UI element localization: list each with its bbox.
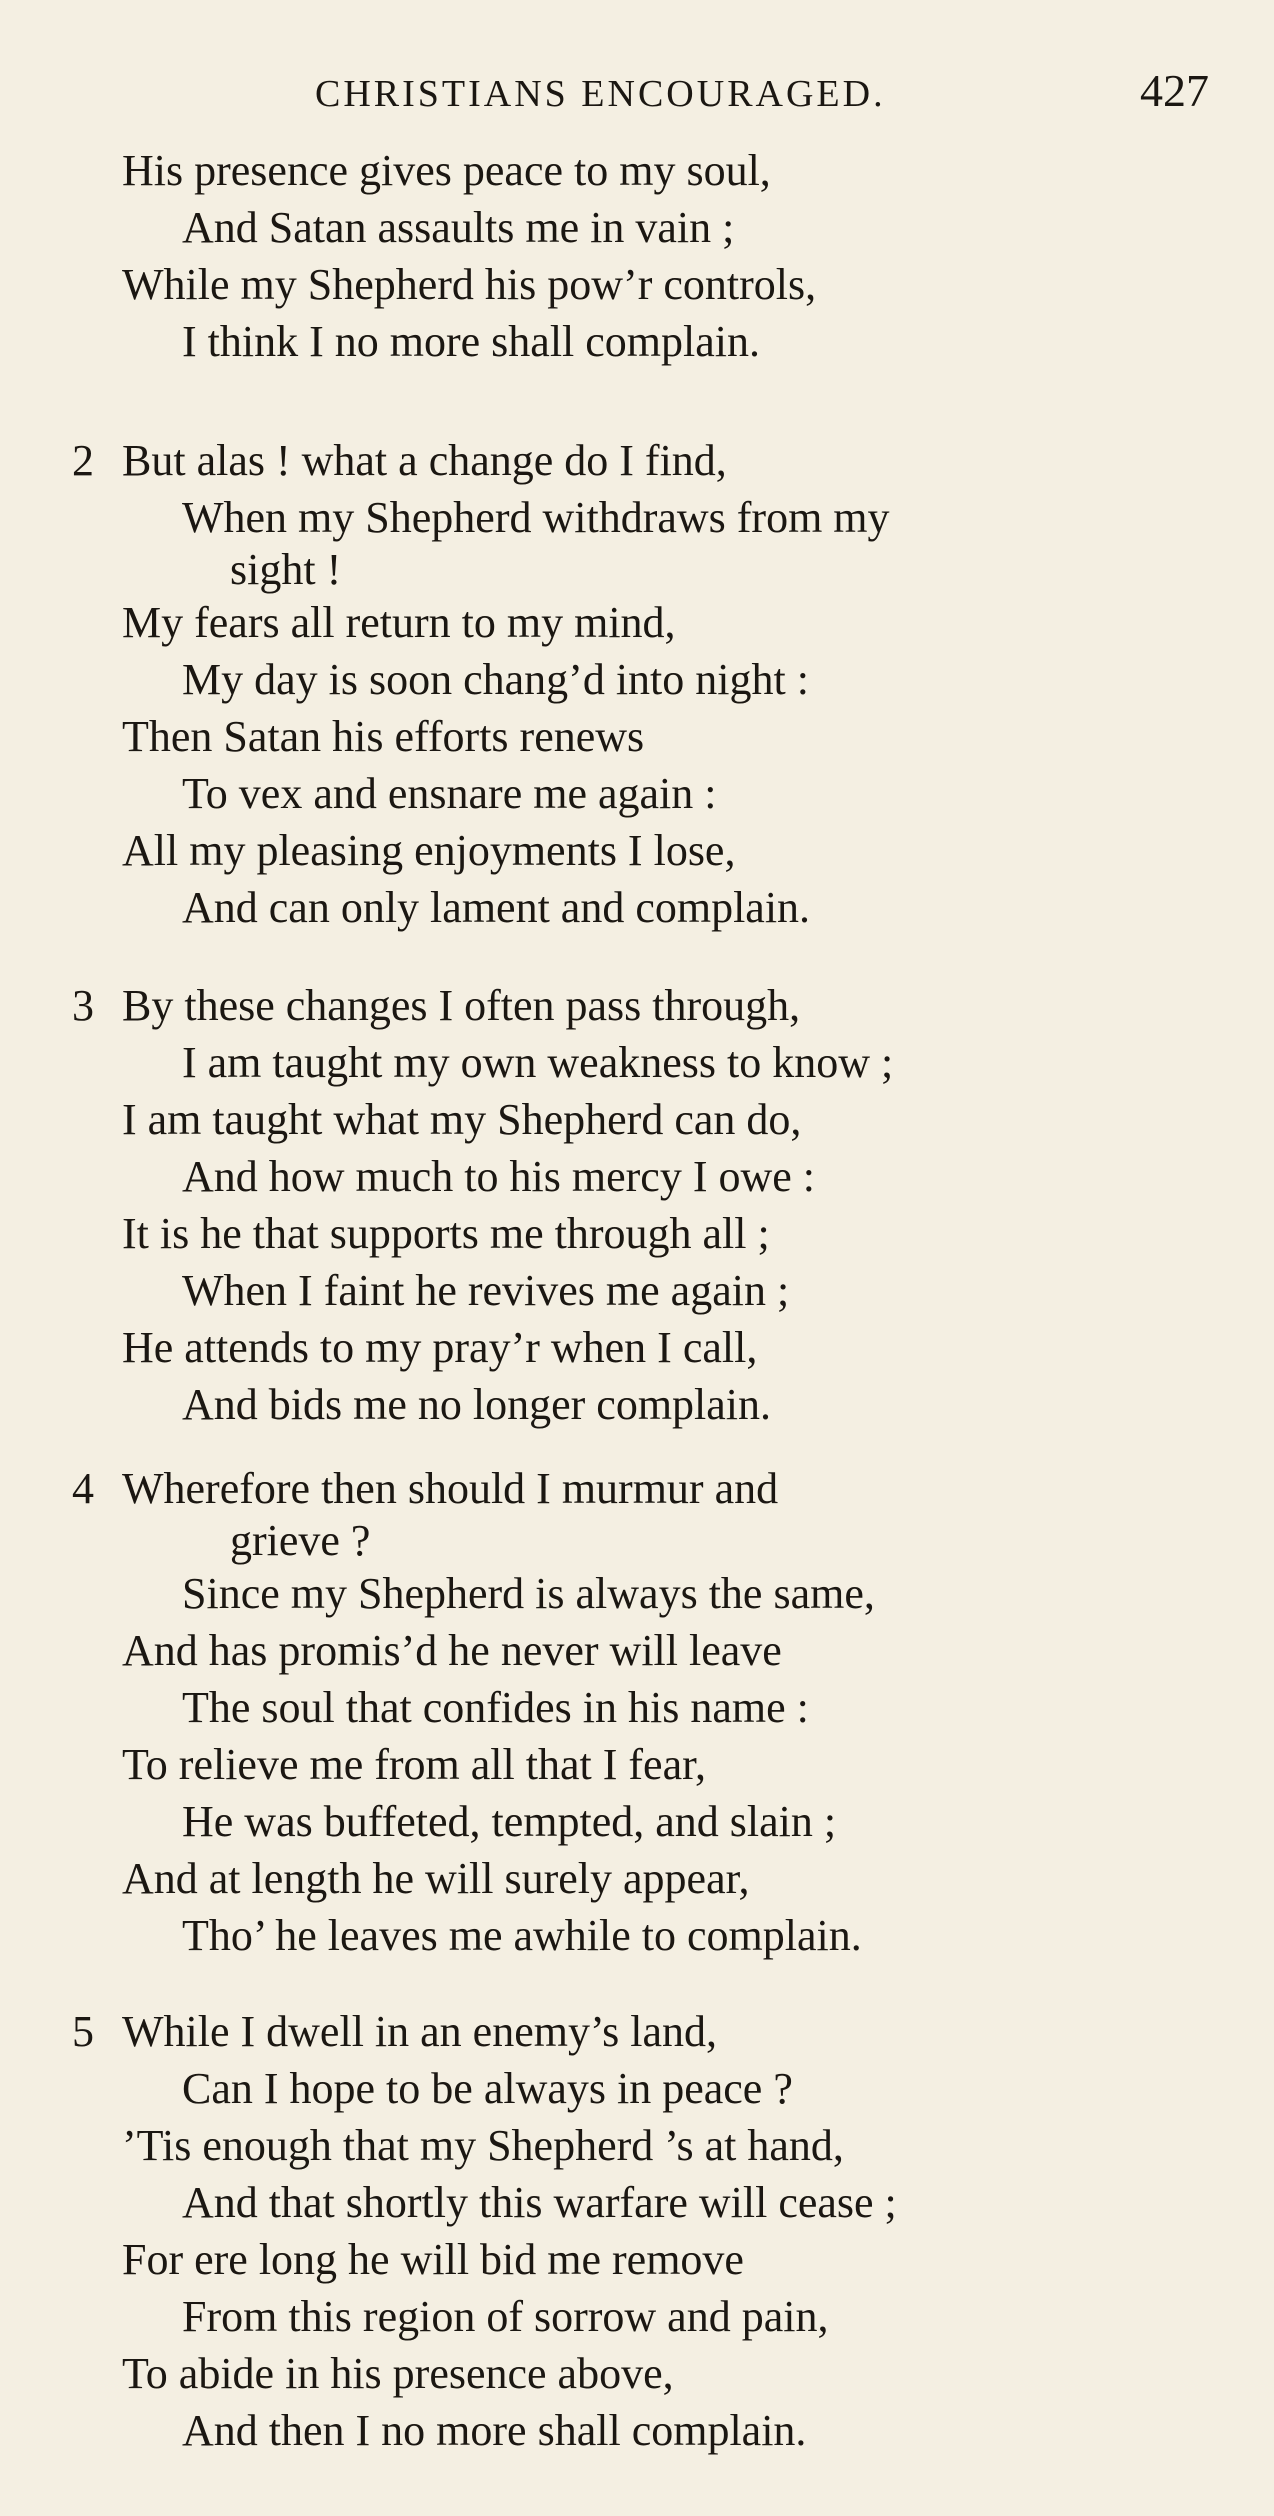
stanza-number: 4: [72, 1464, 94, 1513]
verse-line: Can I hope to be always in peace ?: [182, 2064, 793, 2113]
verse-line: His presence gives peace to my soul,: [122, 146, 771, 195]
verse-line: While I dwell in an enemy’s land,: [122, 2007, 718, 2056]
stanza-number: 2: [72, 436, 94, 485]
verse-line: I am taught what my Shepherd can do,: [122, 1095, 802, 1144]
stanza-5: [0, 2003, 1274, 2459]
verse-line: Wherefore then should I murmur and: [122, 1464, 779, 1513]
verse-line: To abide in his presence above,: [122, 2349, 674, 2398]
verse-line: For ere long he will bid me remove: [122, 2235, 744, 2284]
verse-line: And bids me no longer complain.: [182, 1380, 772, 1429]
verse-line: And how much to his mercy I owe :: [182, 1152, 815, 1201]
verse-line-continuation: grieve ?: [230, 1516, 371, 1565]
verse-line: And then I no more shall complain.: [182, 2406, 807, 2455]
verse-line-continuation: sight !: [230, 545, 342, 594]
verse-line: From this region of sorrow and pain,: [182, 2292, 829, 2341]
verse-line: My day is soon chang’d into night :: [182, 655, 809, 704]
verse-line: My fears all return to my mind,: [122, 598, 676, 647]
verse-line: I am taught my own weakness to know ;: [182, 1038, 894, 1087]
verse-line: Then Satan his efforts renews: [122, 712, 645, 761]
verse-line: The soul that confides in his name :: [182, 1683, 809, 1732]
verse-line: When I faint he revives me again ;: [182, 1266, 790, 1315]
verse-line: When my Shepherd withdraws from my: [182, 493, 890, 542]
verse-line: To vex and ensnare me again :: [182, 769, 717, 818]
verse-line: And can only lament and complain.: [182, 883, 811, 932]
page-number: 427: [1140, 65, 1209, 116]
verse-line: And that shortly this warfare will cease ;: [182, 2178, 897, 2227]
verse-line: And at length he will surely appear,: [122, 1854, 750, 1903]
verse-line: To relieve me from all that I fear,: [122, 1740, 706, 1789]
running-header-title: CHRISTIANS ENCOURAGED.: [315, 73, 886, 115]
verse-line: While my Shepherd his pow’r controls,: [122, 260, 817, 309]
stanza-1: [0, 142, 1274, 370]
verse-line: Tho’ he leaves me awhile to complain.: [182, 1911, 862, 1960]
verse-line: All my pleasing enjoyments I lose,: [122, 826, 736, 875]
verse-line: By these changes I often pass through,: [122, 981, 801, 1030]
verse-line: And Satan assaults me in vain ;: [182, 203, 735, 252]
stanza-4: [0, 1460, 1274, 1964]
verse-line: It is he that supports me through all ;: [122, 1209, 770, 1258]
verse-line: He attends to my pray’r when I call,: [122, 1323, 758, 1372]
verse-line: But alas ! what a change do I find,: [122, 436, 727, 485]
verse-line: He was buffeted, tempted, and slain ;: [182, 1797, 837, 1846]
stanza-number: 3: [72, 981, 94, 1030]
stanza-number: 5: [72, 2007, 94, 2056]
verse-line: Since my Shepherd is always the same,: [182, 1569, 875, 1618]
verse-line: ’Tis enough that my Shepherd ’s at hand,: [122, 2121, 844, 2170]
stanza-2: [0, 432, 1274, 936]
verse-line: And has promis’d he never will leave: [122, 1626, 782, 1675]
verse-line: I think I no more shall complain.: [182, 317, 760, 366]
stanza-3: [0, 977, 1274, 1433]
